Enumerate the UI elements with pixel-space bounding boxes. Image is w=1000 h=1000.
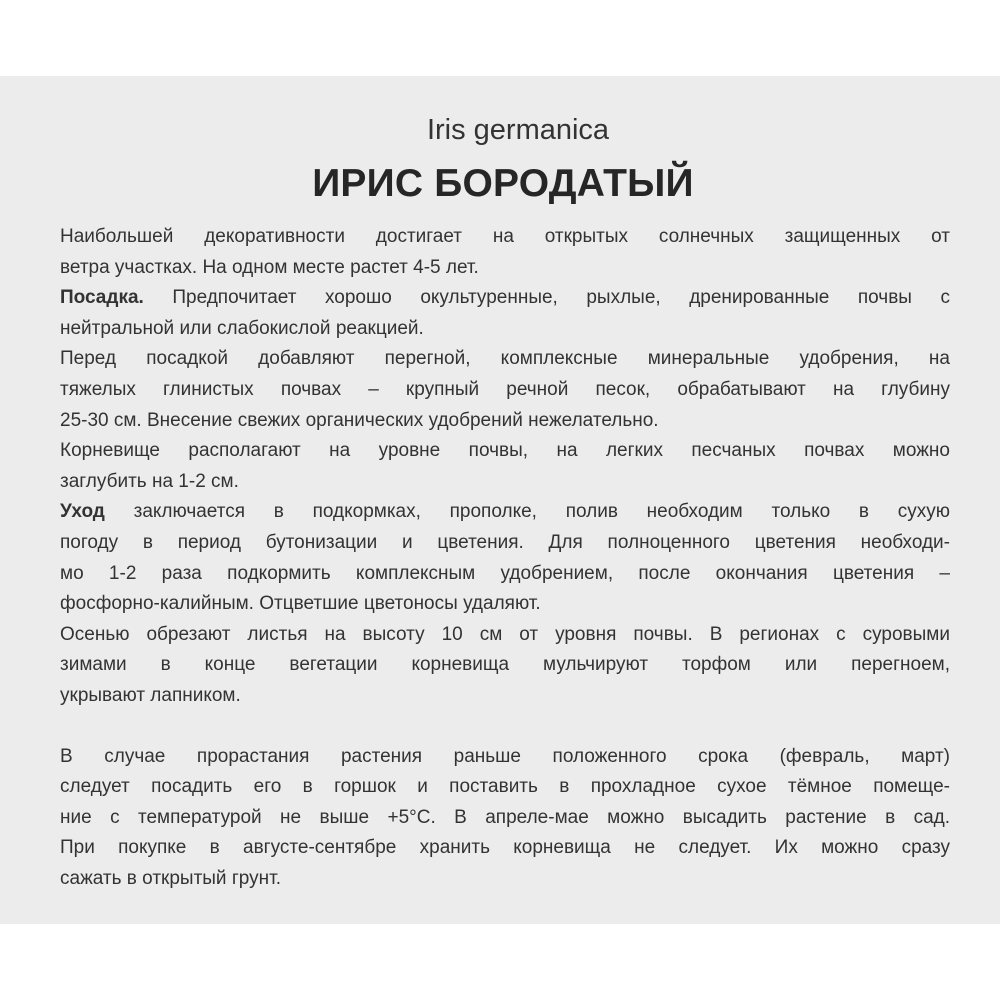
instruction-card — [0, 76, 1000, 924]
paragraph-rhizome-depth — [60, 436, 950, 497]
text-line: Уход заключается в подкормках, прополке, полив необходим только в сухую — [60, 501, 950, 523]
text-line: При покупке в августе-сентябре хранить корневища не следует. Их можно сразу — [60, 837, 950, 859]
paragraph-planting — [60, 283, 950, 344]
text-line: тяжелых глинистых почвах – крупный речной песок, обрабатывают на глубину — [60, 378, 950, 400]
text-line: сажать в открытый грунт. — [60, 867, 281, 889]
text-line: Перед посадкой добавляют перегной, комплексные минеральные удобрения, на — [60, 348, 950, 370]
text-line: мо 1-2 раза подкормить комплексным удобрением, после окончания цветения – — [60, 562, 950, 584]
text-line: 25-30 см. Внесение свежих органических удобрений нежелательно. — [60, 409, 659, 431]
text-line: ветра участках. На одном месте растет 4-5 лет. — [60, 256, 479, 278]
text-line: В случае прорастания растения раньше положенного срока (февраль, март) — [60, 745, 950, 767]
text-line: фосфорно-калийным. Отцветшие цветоносы удаляют. — [60, 593, 541, 615]
text-line: Осенью обрезают листья на высоту 10 см от уровня почвы. В регионах с суровыми — [60, 623, 950, 645]
text-line: укрывают лапником. — [60, 684, 241, 706]
paragraph-autumn — [60, 620, 950, 712]
text-line: нейтральной или слабокислой реакцией. — [60, 317, 424, 339]
text-line: зимами в конце вегетации корневища мульчируют торфом или перегноем, — [60, 654, 950, 676]
text-line: следует посадить его в горшок и поставить в прохладное сухое тёмное помеще- — [60, 776, 950, 798]
section-heading-planting: Посадка. — [60, 287, 144, 309]
paragraph-care — [60, 497, 950, 619]
paragraph-intro — [60, 222, 950, 283]
paragraph-soil-preparation — [60, 344, 950, 436]
paragraph-early-sprouting — [60, 742, 950, 895]
latin-name: Iris germanica — [426, 114, 610, 146]
text-line: погоду в период бутонизации и цветения. Для полноценного цветения необходи- — [60, 531, 950, 553]
text-line: Наибольшей декоративности достигает на открытых солнечных защищенных от — [60, 226, 950, 247]
paragraph-spacer — [60, 712, 950, 742]
section-heading-care: Уход — [60, 501, 105, 523]
text-line: ние с температурой не выше +5°С. В апреле-мае можно высадить растение в сад. — [60, 806, 950, 828]
page-title: ИРИС БОРОДАТЫЙ — [312, 162, 694, 205]
text-line: Посадка. Предпочитает хорошо окультуренные, рыхлые, дренированные почвы с — [60, 287, 950, 309]
text-line: заглубить на 1-2 см. — [60, 470, 239, 492]
instructions-text — [60, 222, 950, 894]
text-line: Корневище располагают на уровне почвы, на легких песчаных почвах можно — [60, 440, 950, 462]
